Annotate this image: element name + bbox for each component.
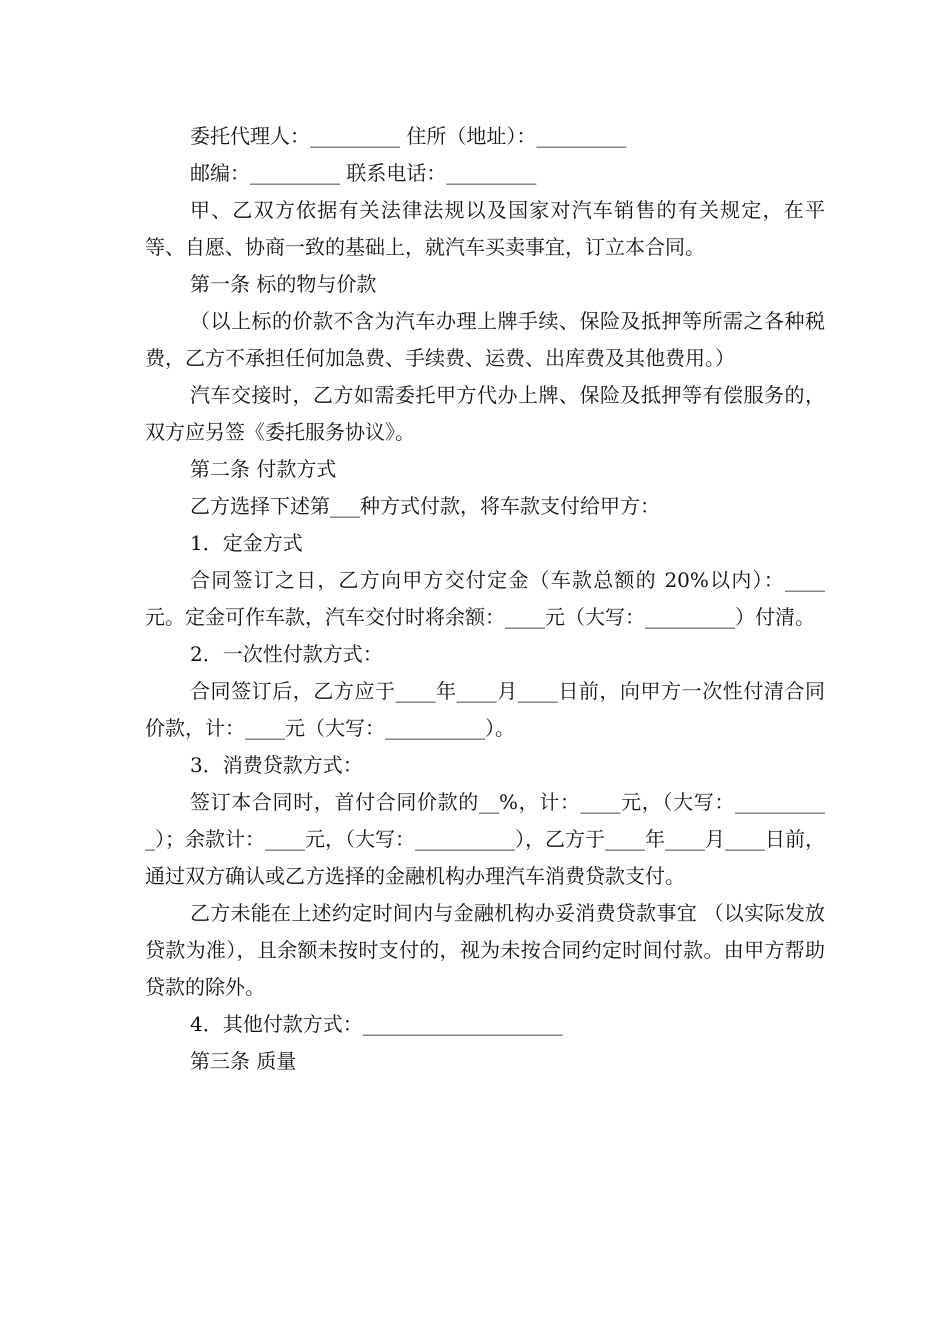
agent-address-line: 委托代理人：_________ 住所（地址）：_________	[190, 124, 627, 148]
deposit-method-heading: 1．定金方式	[190, 531, 303, 555]
preamble-paragraph: 甲、乙双方依据有关法律法规以及国家对汽车销售的有关规定，在平等、自愿、协商一致的基础上，就汽车买卖事宜，订立本合同。	[145, 198, 825, 259]
handover-paragraph: 汽车交接时，乙方如需委托甲方代办上牌、保险及抵押等有偿服务的，双方应另签《委托服务协议》。	[145, 383, 825, 444]
loan-method-heading: 3．消费贷款方式：	[190, 753, 363, 777]
loan-method-paragraph: 签订本合同时，首付合同价款的__%，计：____元，（大写：__________）；余款计：____元，（大写：__________），乙方于____年____月____日前，通过双方确认或乙方选择的金融机构办理汽车消费贷款支付。	[145, 790, 825, 888]
document-page	[145, 118, 825, 1080]
lump-sum-paragraph: 合同签订后，乙方应于____年____月____日前，向甲方一次性付清合同价款，计：____元（大写：__________）。	[145, 679, 825, 740]
article-3-heading: 第三条 质量	[190, 1049, 297, 1073]
payment-choice-paragraph: 乙方选择下述第___种方式付款，将车款支付给甲方：	[190, 494, 660, 518]
other-payment-line: 4．其他付款方式：____________________	[190, 1012, 563, 1036]
postcode-phone-line: 邮编：_________ 联系电话：_________	[190, 161, 537, 185]
article-1-heading: 第一条 标的物与价款	[190, 272, 377, 296]
lump-sum-heading: 2．一次性付款方式：	[190, 642, 383, 666]
deposit-method-paragraph: 合同签订之日，乙方向甲方交付定金（车款总额的 20%以内）：____元。定金可作车款，汽车交付时将余额：____元（大写：_________）付清。	[145, 568, 825, 629]
loan-default-paragraph: 乙方未能在上述约定时间内与金融机构办妥消费贷款事宜 （以实际发放贷款为准），且余额未按时支付的，视为未按合同约定时间付款。由甲方帮助贷款的除外。	[145, 901, 825, 999]
article-2-heading: 第二条 付款方式	[190, 457, 337, 481]
article-1-note: （以上标的价款不含为汽车办理上牌手续、保险及抵押等所需之各种税费，乙方不承担任何加急费、手续费、运费、出库费及其他费用。）	[145, 309, 825, 370]
